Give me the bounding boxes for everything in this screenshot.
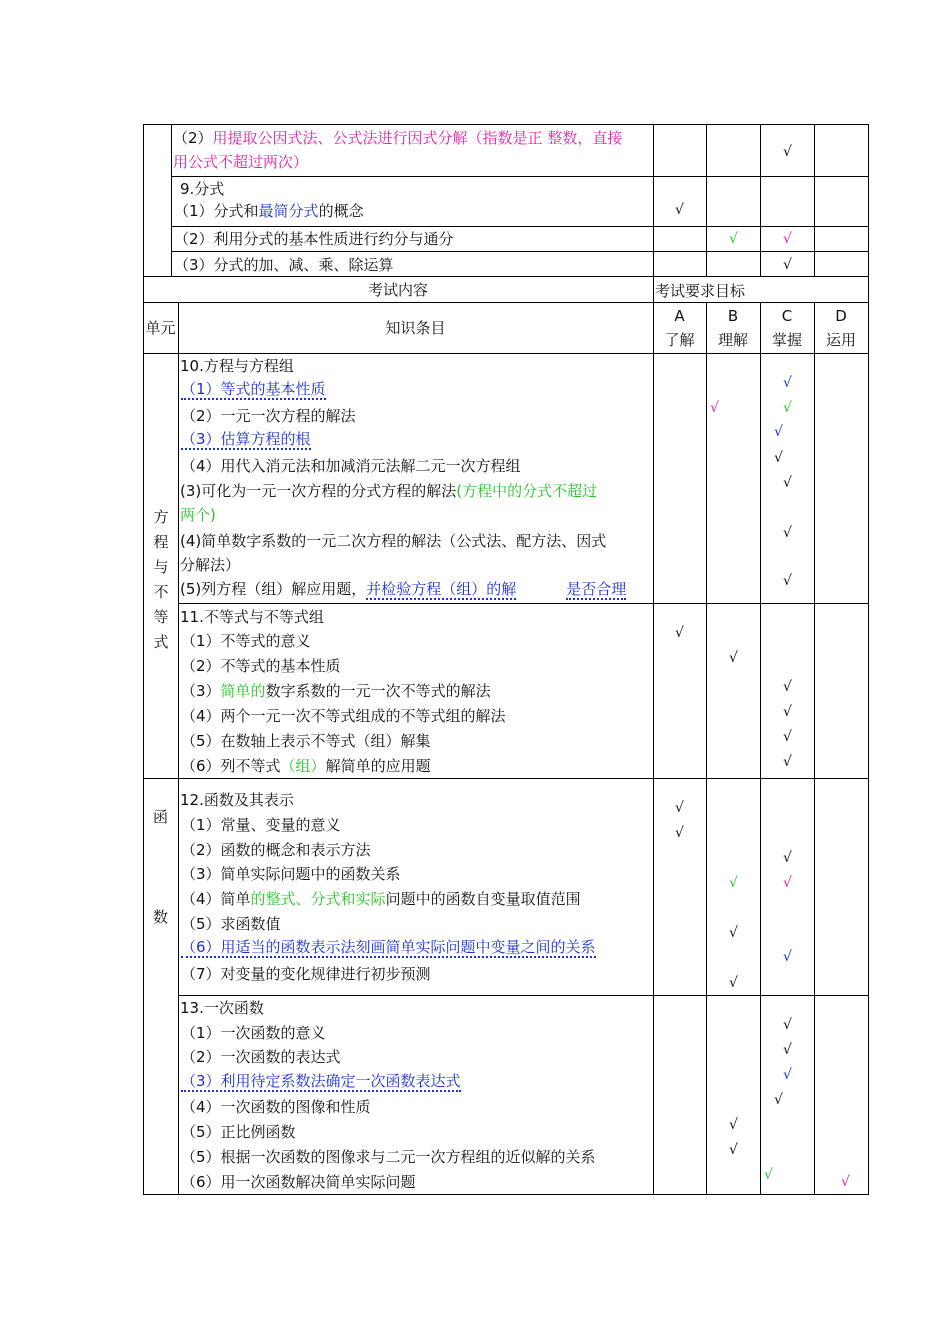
- check-mark: √: [729, 1117, 738, 1133]
- col-a-label: 了解: [664, 331, 695, 349]
- item-number-line: （5）在数轴上表示不等式（组）解集: [181, 732, 431, 750]
- item-word-problems: [180, 579, 626, 599]
- text-part: （3）: [181, 682, 221, 700]
- unit-name-equations: 方程与不等式: [153, 508, 169, 651]
- text-part: (5)列方程（组）解应用题，: [180, 580, 367, 598]
- text-part: (3)可化为一元一次方程的分式方程的解法: [180, 482, 457, 500]
- text-part: （6）列不等式: [181, 757, 281, 775]
- check-mark: √: [783, 231, 792, 247]
- check-mark: √: [783, 525, 792, 541]
- check-mark: √: [710, 400, 719, 416]
- item-graph-system: （5）根据一次函数的图像求与二元一次方程组的近似解的关系: [181, 1148, 596, 1166]
- check-mark: √: [783, 144, 792, 160]
- underlined-text: （3）估算方程的根: [181, 430, 311, 448]
- check-mark: √: [774, 1092, 783, 1108]
- item-fraction-operations: （3）分式的加、减、乘、除运算: [174, 256, 394, 274]
- underlined-text: （3）利用待定系数法确定一次函数表达式: [181, 1072, 461, 1090]
- check-mark: √: [783, 754, 792, 770]
- check-mark: √: [783, 1017, 792, 1033]
- check-mark: √: [783, 704, 792, 720]
- item-linear-application: （6）用一次函数解决简单实际问题: [181, 1173, 416, 1191]
- item-inequality-properties: （2）不等式的基本性质: [181, 657, 341, 675]
- item-function-concept: （2）函数的概念和表示方法: [181, 841, 371, 859]
- underlined-text: （1）等式的基本性质: [181, 380, 326, 398]
- col-b-letter: B: [727, 307, 739, 325]
- unit-name-functions-2: 数: [152, 908, 168, 926]
- check-mark: √: [783, 875, 792, 891]
- item-prediction: （7）对变量的变化规律进行初步预测: [181, 965, 431, 983]
- check-mark: √: [729, 231, 738, 247]
- col-a-letter: A: [674, 307, 685, 325]
- check-mark: √: [841, 1174, 850, 1190]
- check-mark: √: [783, 679, 792, 695]
- section-title-linear-function: 13.一次函数: [180, 999, 264, 1017]
- check-mark: √: [774, 450, 783, 466]
- item-prefix: （2）: [173, 129, 213, 147]
- text-part: 的概念: [318, 202, 364, 220]
- check-mark: √: [774, 424, 783, 440]
- item-factorization-line2: 用公式不超过两次）: [173, 153, 309, 171]
- header-knowledge: 知识条目: [385, 319, 446, 337]
- col-b-label: 理解: [717, 331, 748, 349]
- check-mark: √: [783, 1042, 792, 1058]
- check-mark: √: [729, 875, 738, 891]
- text-highlight: 简单的: [220, 682, 266, 700]
- item-elimination: （4）用代入消元法和加减消元法解二元一次方程组: [181, 457, 521, 475]
- item-estimate-root: [181, 429, 311, 449]
- item-function-value: （5）求函数值: [181, 915, 281, 933]
- check-mark: √: [729, 925, 738, 941]
- text-highlight: （组）: [280, 757, 326, 775]
- check-mark: √: [729, 650, 738, 666]
- item-equality-properties: [181, 379, 326, 399]
- check-mark: √: [729, 975, 738, 991]
- check-mark: √: [675, 825, 684, 841]
- item-linear-meaning: （1）一次函数的意义: [181, 1024, 326, 1042]
- item-inequality-meaning: （1）不等式的意义: [181, 632, 311, 650]
- text-part: 数字系数的一元一次不等式的解法: [265, 682, 491, 700]
- text-highlight: 的整式、分式和实际: [250, 890, 386, 908]
- check-mark: √: [783, 375, 792, 391]
- header-target: 考试要求目标: [655, 282, 746, 300]
- item-quadratic-line2: 分解法）: [180, 556, 241, 574]
- check-mark: √: [675, 202, 684, 218]
- underlined-text: 并检验方程（组）的解: [366, 580, 517, 598]
- item-linear-equation: （2）一元一次方程的解法: [181, 407, 356, 425]
- col-c-letter: C: [781, 307, 793, 325]
- check-mark: √: [783, 729, 792, 745]
- item-linear-graph: （4）一次函数的图像和性质: [181, 1098, 371, 1116]
- col-c-label: 掌握: [771, 331, 802, 349]
- text-part: 解简单的应用题: [325, 757, 431, 775]
- item-fraction-concept: [174, 201, 364, 221]
- check-mark: √: [783, 850, 792, 866]
- underlined-text: （6）用适当的函数表示法刻画简单实际问题中变量之间的关系: [181, 938, 596, 956]
- section-title-equations: 10.方程与方程组: [180, 357, 294, 375]
- text-part: （1）分式和: [174, 202, 259, 220]
- item-fraction-reduce: （2）利用分式的基本性质进行约分与通分: [174, 230, 454, 248]
- check-mark: √: [783, 475, 792, 491]
- text-part: （4）简单: [181, 890, 251, 908]
- check-mark: √: [675, 625, 684, 641]
- item-fractional-equation-line2: 两个): [180, 506, 216, 524]
- underlined-text: 是否合理: [566, 580, 627, 598]
- text-highlight: (方程中的分式不超过: [456, 482, 598, 500]
- section-title-inequalities: 11.不等式与不等式组: [180, 608, 324, 626]
- check-mark: √: [783, 257, 792, 273]
- header-unit: 单元: [145, 319, 176, 337]
- col-d-letter: D: [835, 307, 847, 325]
- item-proportional: （5）正比例函数: [181, 1123, 296, 1141]
- header-content: 考试内容: [367, 281, 428, 299]
- check-mark: √: [783, 573, 792, 589]
- check-mark: √: [764, 1167, 773, 1183]
- item-linear-inequality: [181, 681, 491, 701]
- item-factorization-line1: [173, 128, 622, 148]
- col-d-label: 运用: [825, 331, 856, 349]
- check-mark: √: [783, 949, 792, 965]
- check-mark: √: [783, 1067, 792, 1083]
- item-function-representation: [181, 937, 596, 957]
- item-undetermined-coefficients: [181, 1071, 461, 1091]
- item-fractional-equation-line1: [180, 481, 597, 501]
- item-factorization-text: 用提取公因式法、公式法进行因式分解（指数是正 整数，直接: [212, 129, 623, 147]
- check-mark: √: [675, 800, 684, 816]
- check-mark: √: [729, 1142, 738, 1158]
- item-quadratic-line1: (4)简单数字系数的一元二次方程的解法（公式法、配方法、因式: [180, 532, 607, 550]
- item-inequality-system: （4）两个一元一次不等式组成的不等式组的解法: [181, 707, 506, 725]
- section-title-fractions: 9.分式: [180, 180, 225, 198]
- item-linear-expression: （2）一次函数的表达式: [181, 1048, 341, 1066]
- section-title-functions: 12.函数及其表示: [180, 791, 294, 809]
- item-domain: [181, 889, 581, 909]
- text-part: 问题中的函数自变量取值范围: [385, 890, 581, 908]
- item-inequality-application: [181, 756, 431, 776]
- item-constant-variable: （1）常量、变量的意义: [181, 816, 341, 834]
- text-highlight: 最简分式: [258, 202, 319, 220]
- check-mark: √: [783, 400, 792, 416]
- unit-name-functions-1: 函: [152, 808, 168, 826]
- item-function-relation: （3）简单实际问题中的函数关系: [181, 865, 401, 883]
